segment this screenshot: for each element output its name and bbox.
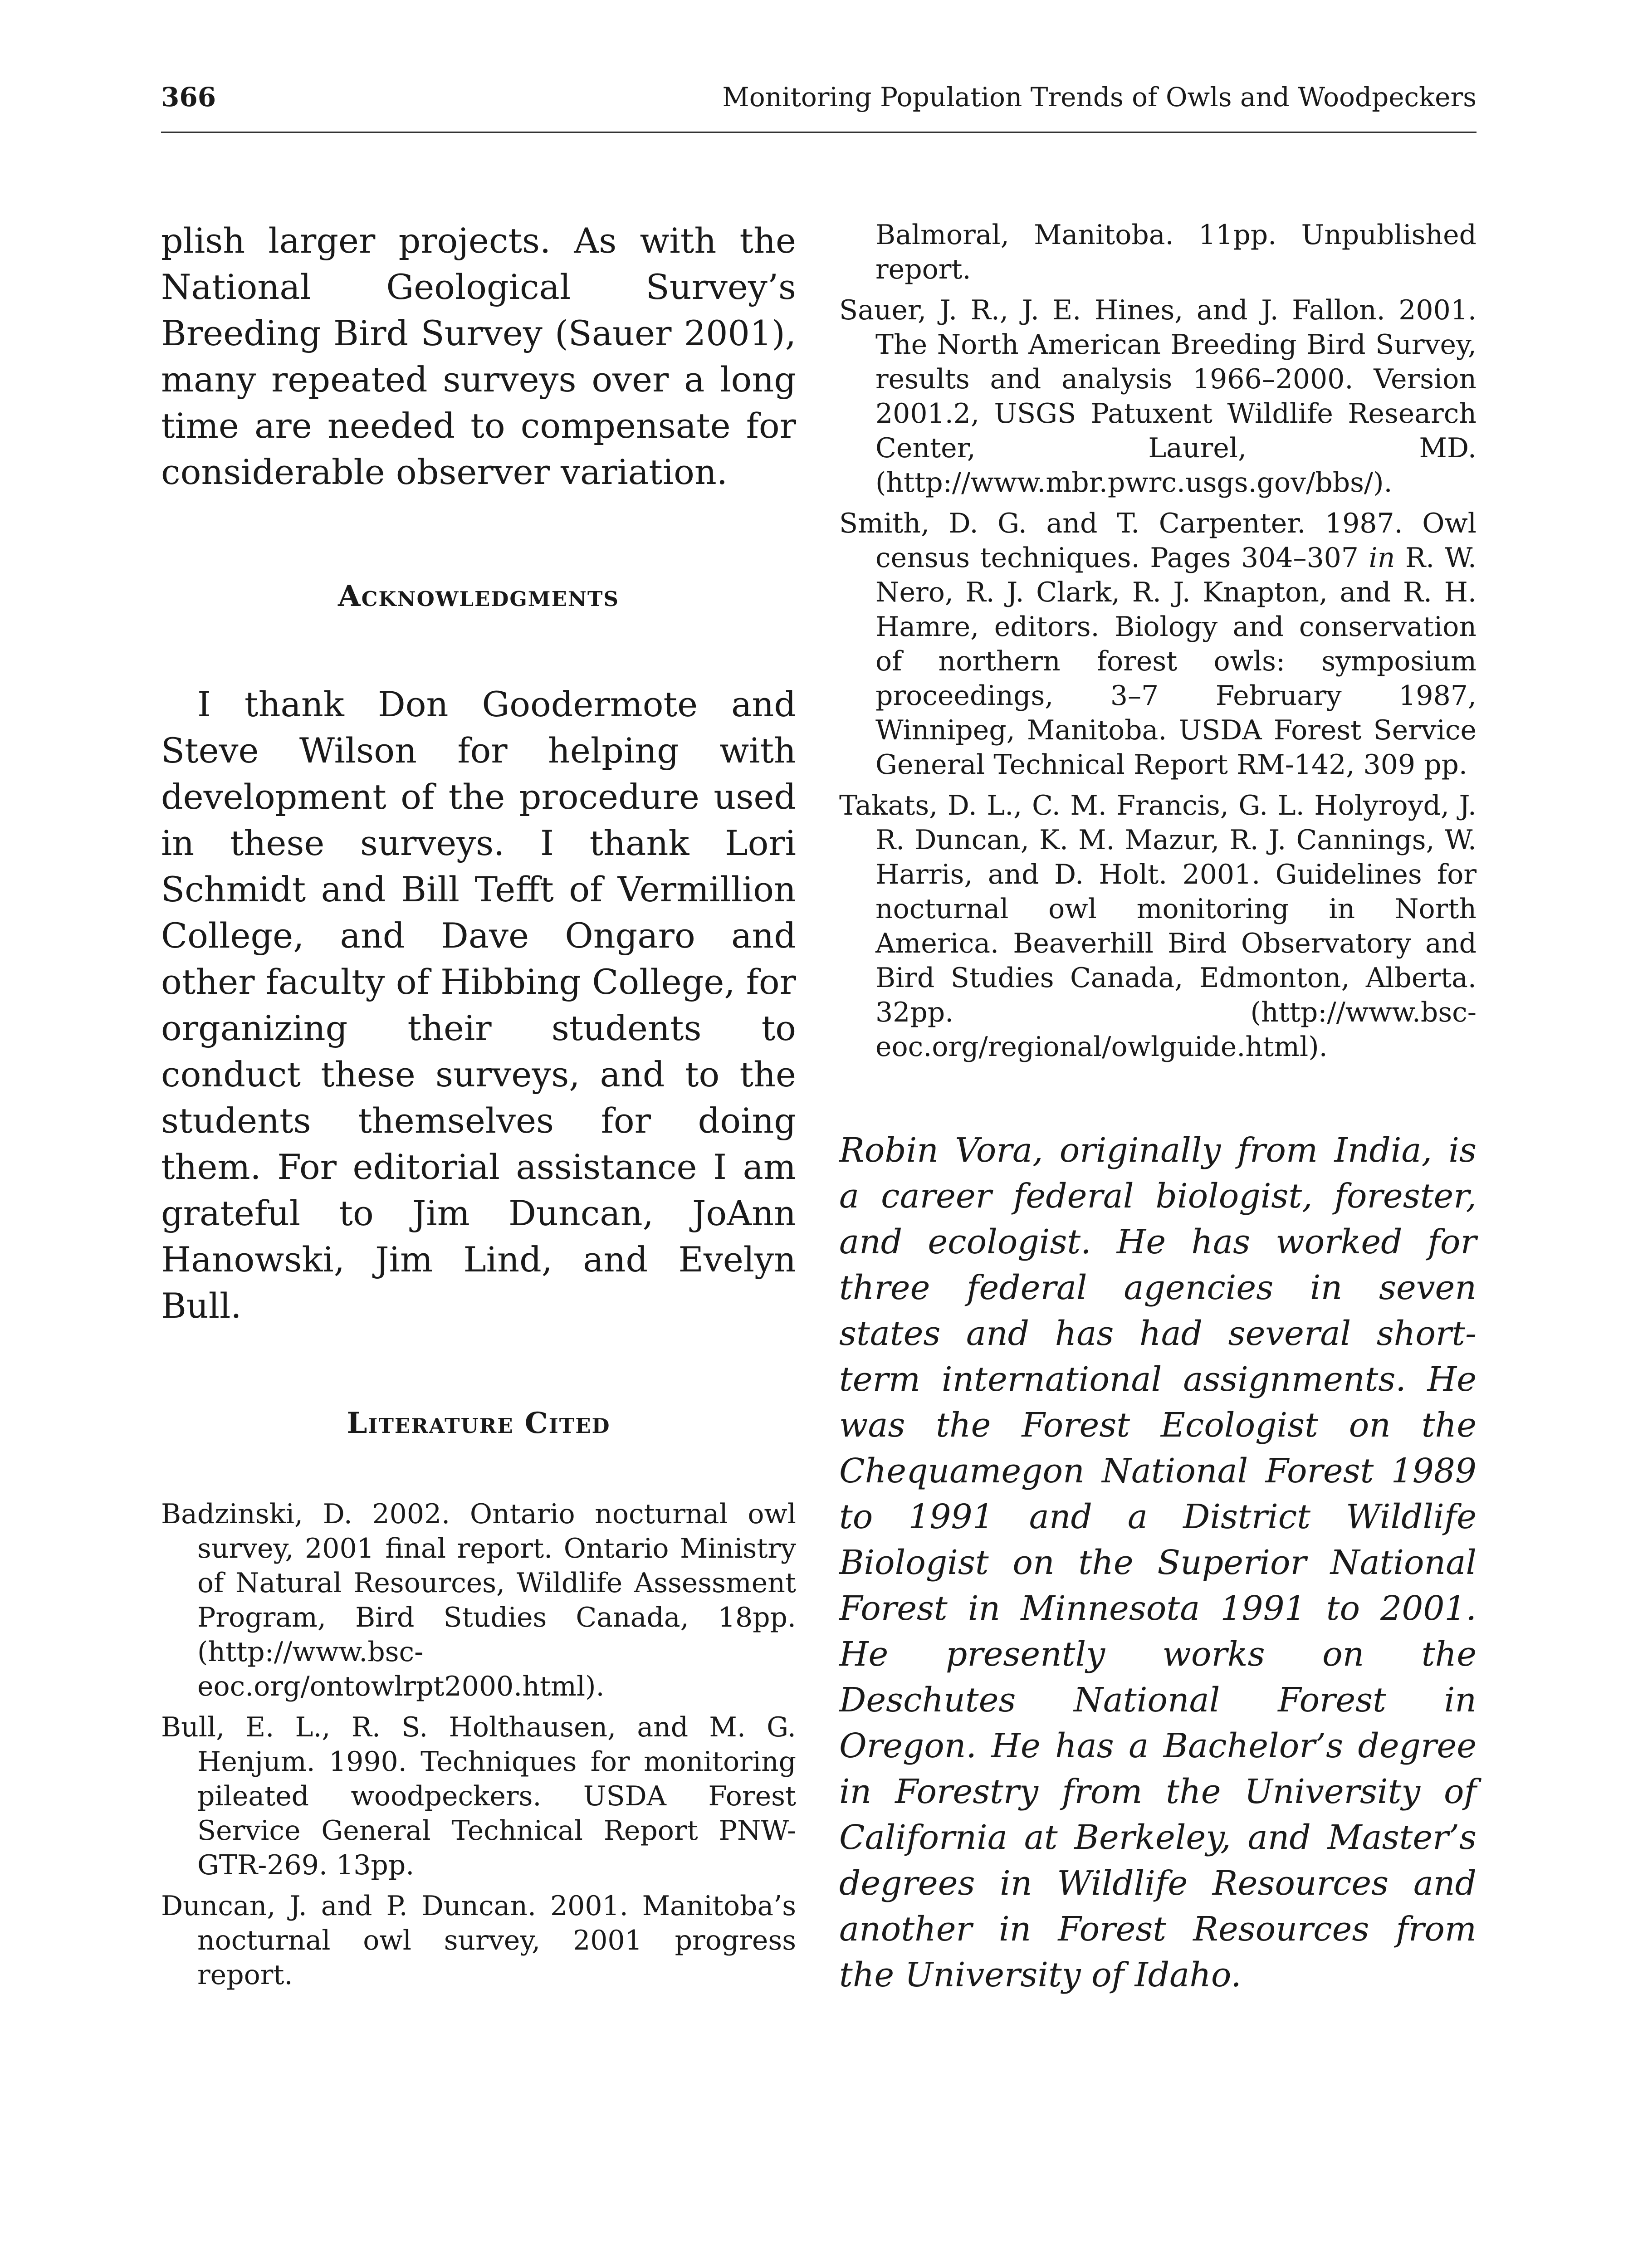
acknowledgments-paragraph: I thank Don Goodermote and Steve Wilson for helping with development of the procedure used in these surveys. I thank Lori Schmidt and Bill Tefft of Vermillion College, and Dave Ongaro and other faculty of Hibbing College, for organizing their students to conduct these surveys, and to the students themselves for doing them. For editorial assistance I am grateful to Jim Duncan, JoAnn Hanowski, Jim Lind, and Evelyn Bull. (161, 684, 796, 1326)
reference-sauer: Sauer, J. R., J. E. Hines, and J. Fallon. 2001. The North American Breeding Bird Survey, results and analysis 1966–2000. Version 2001.2, USGS Patuxent Wildlife Research Center, Laurel, MD. (http://www.mbr.pwrc.usgs.gov/bbs/). (839, 294, 1477, 499)
running-header (161, 82, 1477, 133)
reference-duncan: Duncan, J. and P. Duncan. 2001. Manitoba’s nocturnal owl survey, 2001 progress report. (161, 1890, 796, 1991)
reference-takats: Takats, D. L., C. M. Francis, G. L. Holyroyd, J. R. Duncan, K. M. Mazur, R. J. Cannings, W. Harris, and D. Holt. 2001. Guidelines for nocturnal owl monitoring in North America. Beaverhill Bird Observatory and Bird Studies Canada, Edmonton, Alberta. 32pp. (http://www.bsc-eoc.org/regional/owlguide.html). (839, 790, 1477, 1063)
reference-bull: Bull, E. L., R. S. Holthausen, and M. G. Henjum. 1990. Techniques for monitoring pileated woodpeckers. USDA Forest Service General Technical Report PNW-GTR-269. 13pp. (161, 1711, 796, 1881)
running-title: Monitoring Population Trends of Owls and Woodpeckers (722, 82, 1477, 112)
intro-paragraph: plish larger projects. As with the National Geological Survey’s Breeding Bird Survey (Sauer 2001), many repeated surveys over a long time are needed to compensate for considerable observer variation. (161, 220, 796, 492)
reference-list-right (839, 218, 1477, 1064)
acknowledgments-heading: Acknowledgments (337, 579, 620, 613)
reference-smith-part-1: Smith, D. G. and T. Carpenter. 1987. Owl census techniques. Pages 304–307 (839, 508, 1477, 574)
literature-cited-heading: Literature Cited (347, 1406, 611, 1440)
reference-smith-in: in (1369, 542, 1395, 574)
reference-duncan-continuation: Balmoral, Manitoba. 11pp. Unpublished report. (875, 219, 1477, 285)
page-number: 366 (161, 82, 216, 112)
reference-smith-part-2: R. W. Nero, R. J. Clark, R. J. Knapton, and R. H. Hamre, editors. Biology and conservation of northern forest owls: symposium proceedings, 3–7 February 1987, Winnipeg, Manitoba. USDA Forest Service General Technical Report RM-142, 309 pp. (875, 542, 1477, 781)
reference-badzinski: Badzinski, D. 2002. Ontario nocturnal owl survey, 2001 final report. Ontario Ministry of Natural Resources, Wildlife Assessment Program, Bird Studies Canada, 18pp. (http://www.bsc-eoc.org/ontowlrpt2000.html). (161, 1498, 796, 1702)
author-bio: Robin Vora, originally from India, is a career federal biologist, forester, and ecologist. He has worked for three federal agencies in seven states and has had several short-term international assignments. He was the Forest Ecologist on the Chequamegon National Forest 1989 to 1991 and a District Wildlife Biologist on the Superior National Forest in Minnesota 1991 to 2001. He presently works on the Deschutes National Forest in Oregon. He has a Bachelor’s degree in Forestry from the University of California at Berkeley, and Master’s degrees in Wildlife Resources and another in Forest Resources from the University of Idaho. (839, 1131, 1477, 1994)
reference-smith (839, 506, 1477, 782)
right-column (839, 218, 1477, 1998)
left-column (161, 218, 796, 1999)
reference-list-left (161, 1497, 796, 1992)
